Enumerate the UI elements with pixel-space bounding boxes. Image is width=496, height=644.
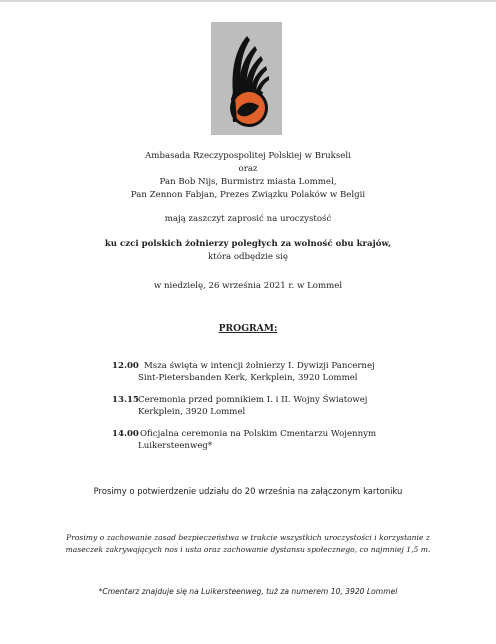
mayor-name: Pan Bob Nijs, Burmistrz miasta Lommel,: [159, 177, 337, 187]
program-time: 13.15: [112, 395, 139, 405]
wing-emblem-icon: [211, 22, 282, 135]
rsvp-request: Prosimy o potwierdzenie udziału do 20 września na załączonym kartoniku: [93, 486, 403, 496]
ceremony-date: w niedzielę, 26 września 2021 r. w Lommel: [153, 281, 343, 291]
program-location: Sint-Pietersbanden Kerk, Kerkplein, 3920 Lommel: [138, 373, 358, 383]
cemetery-footnote: *Cmentarz znajduje się na Luikersteenweg, tuż za numerem 10, 3920 Lommel: [98, 587, 398, 596]
program-desc: Oficjalna ceremonia na Polskim Cmentarzu Wojennym: [140, 429, 377, 439]
president-name: Pan Zennon Fabjan, Prezes Związku Polaków w Belgii: [130, 190, 366, 200]
safety-note-line2: maseczek zakrywających nos i usta oraz zachowanie dystansu społecznego, co najmniej 1,5 m.: [65, 545, 431, 554]
embassy-name: Ambasada Rzeczypospolitej Polskiej w Brukseli: [145, 151, 351, 161]
safety-note-line1: Prosimy o zachowanie zasad bezpieczeństwa w trakcie wszystkich uroczystości i korzystanie z: [66, 533, 430, 542]
hussar-wing-logo: [211, 22, 282, 135]
program-desc: Msza święta w intencji żołnierzy I. Dywizji Pancernej: [144, 361, 375, 371]
conjunction-oraz: oraz: [238, 164, 258, 174]
ceremony-purpose: ku czci polskich żołnierzy poległych za wolność obu krajów,: [104, 239, 392, 249]
ceremony-intro: która odbędzie się: [208, 252, 288, 262]
program-time: 12.00: [112, 361, 139, 371]
program-title: PROGRAM:: [218, 323, 278, 334]
program-location: Kerkplein, 3920 Lommel: [138, 407, 246, 417]
top-divider: [0, 0, 496, 2]
program-time: 14.00: [112, 429, 139, 439]
program-desc: Ceremonia przed pomnikiem I. i II. Wojny Światowej: [138, 395, 368, 405]
invitation-text: mają zaszczyt zaprosić na uroczystość: [164, 214, 332, 224]
program-location: Luikersteenweg*: [138, 441, 213, 451]
